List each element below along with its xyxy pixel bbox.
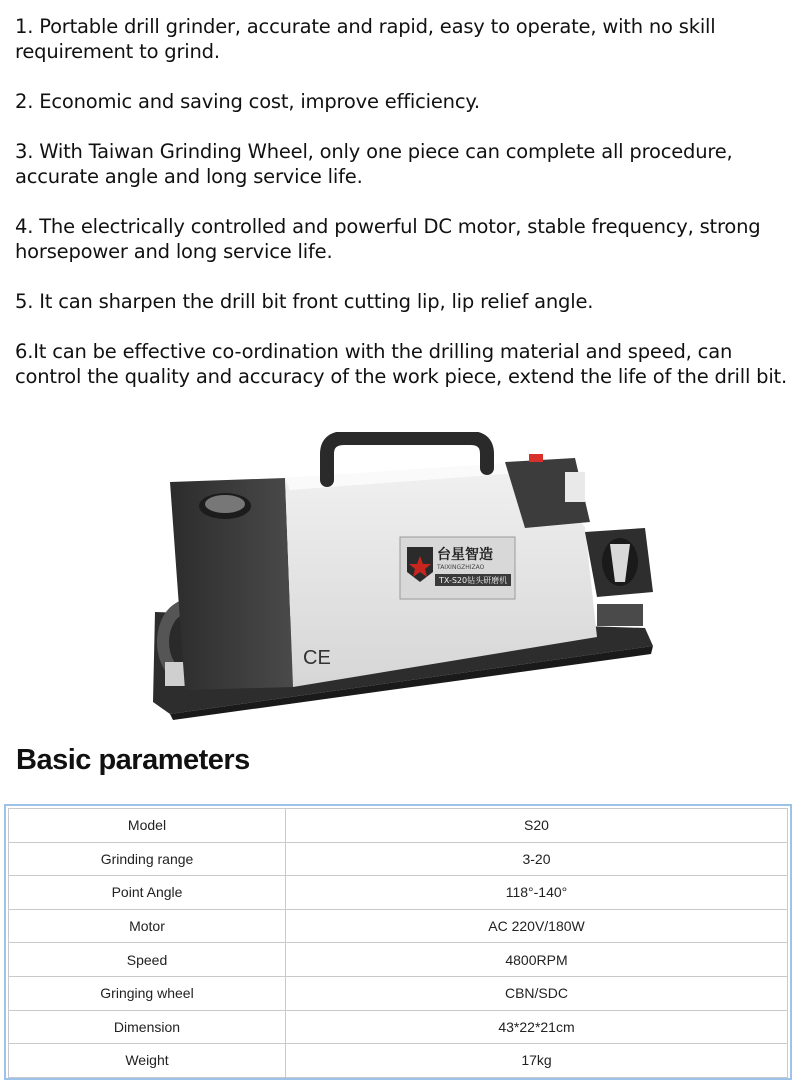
ce-mark: CE xyxy=(303,647,331,669)
param-value: 17kg xyxy=(286,1044,788,1078)
param-value: 3-20 xyxy=(286,842,788,876)
param-label: Speed xyxy=(9,943,286,977)
table-row xyxy=(9,876,788,910)
param-label: Grinding range xyxy=(9,842,286,876)
product-photo xyxy=(145,432,660,722)
table-row xyxy=(9,1010,788,1044)
param-value: 4800RPM xyxy=(286,943,788,977)
section-title: Basic parameters xyxy=(16,744,250,776)
table-row xyxy=(9,976,788,1010)
model-label: TX-S20钻头研磨机 xyxy=(439,576,508,585)
table-row xyxy=(9,842,788,876)
param-label: Model xyxy=(9,809,286,843)
table-row xyxy=(9,1044,788,1078)
feature-item: 2. Economic and saving cost, improve efficiency. xyxy=(15,90,480,113)
param-label: Motor xyxy=(9,909,286,943)
parameters-table-frame xyxy=(4,804,792,1080)
parameters-table xyxy=(8,808,788,1078)
param-label: Dimension xyxy=(9,1010,286,1044)
feature-item: 6.It can be effective co-ordination with the drilling material and speed, can control the quality and accuracy of the work piece, extend the life of the drill bit. xyxy=(15,340,787,388)
feature-item: 5. It can sharpen the drill bit front cutting lip, lip relief angle. xyxy=(15,290,594,313)
table-row xyxy=(9,943,788,977)
power-switch xyxy=(529,454,543,462)
table-row xyxy=(9,909,788,943)
param-label: Point Angle xyxy=(9,876,286,910)
param-value: 43*22*21cm xyxy=(286,1010,788,1044)
feature-item: 1. Portable drill grinder, accurate and rapid, easy to operate, with no skill requirement to grind. xyxy=(15,15,716,63)
feature-item: 3. With Taiwan Grinding Wheel, only one piece can complete all procedure, accurate angle and long service life. xyxy=(15,140,733,188)
feature-list xyxy=(15,14,790,414)
brand-name-cn: 台星智造 xyxy=(437,547,493,563)
param-value: 118°-140° xyxy=(286,876,788,910)
param-label: Weight xyxy=(9,1044,286,1078)
param-value: S20 xyxy=(286,809,788,843)
param-label: Gringing wheel xyxy=(9,976,286,1010)
brand-name-en: TAIXINGZHIZAO xyxy=(437,564,485,571)
param-value: CBN/SDC xyxy=(286,976,788,1010)
table-row xyxy=(9,809,788,843)
feature-item: 4. The electrically controlled and powerful DC motor, stable frequency, strong horsepower and long service life. xyxy=(15,215,761,263)
param-value: AC 220V/180W xyxy=(286,909,788,943)
